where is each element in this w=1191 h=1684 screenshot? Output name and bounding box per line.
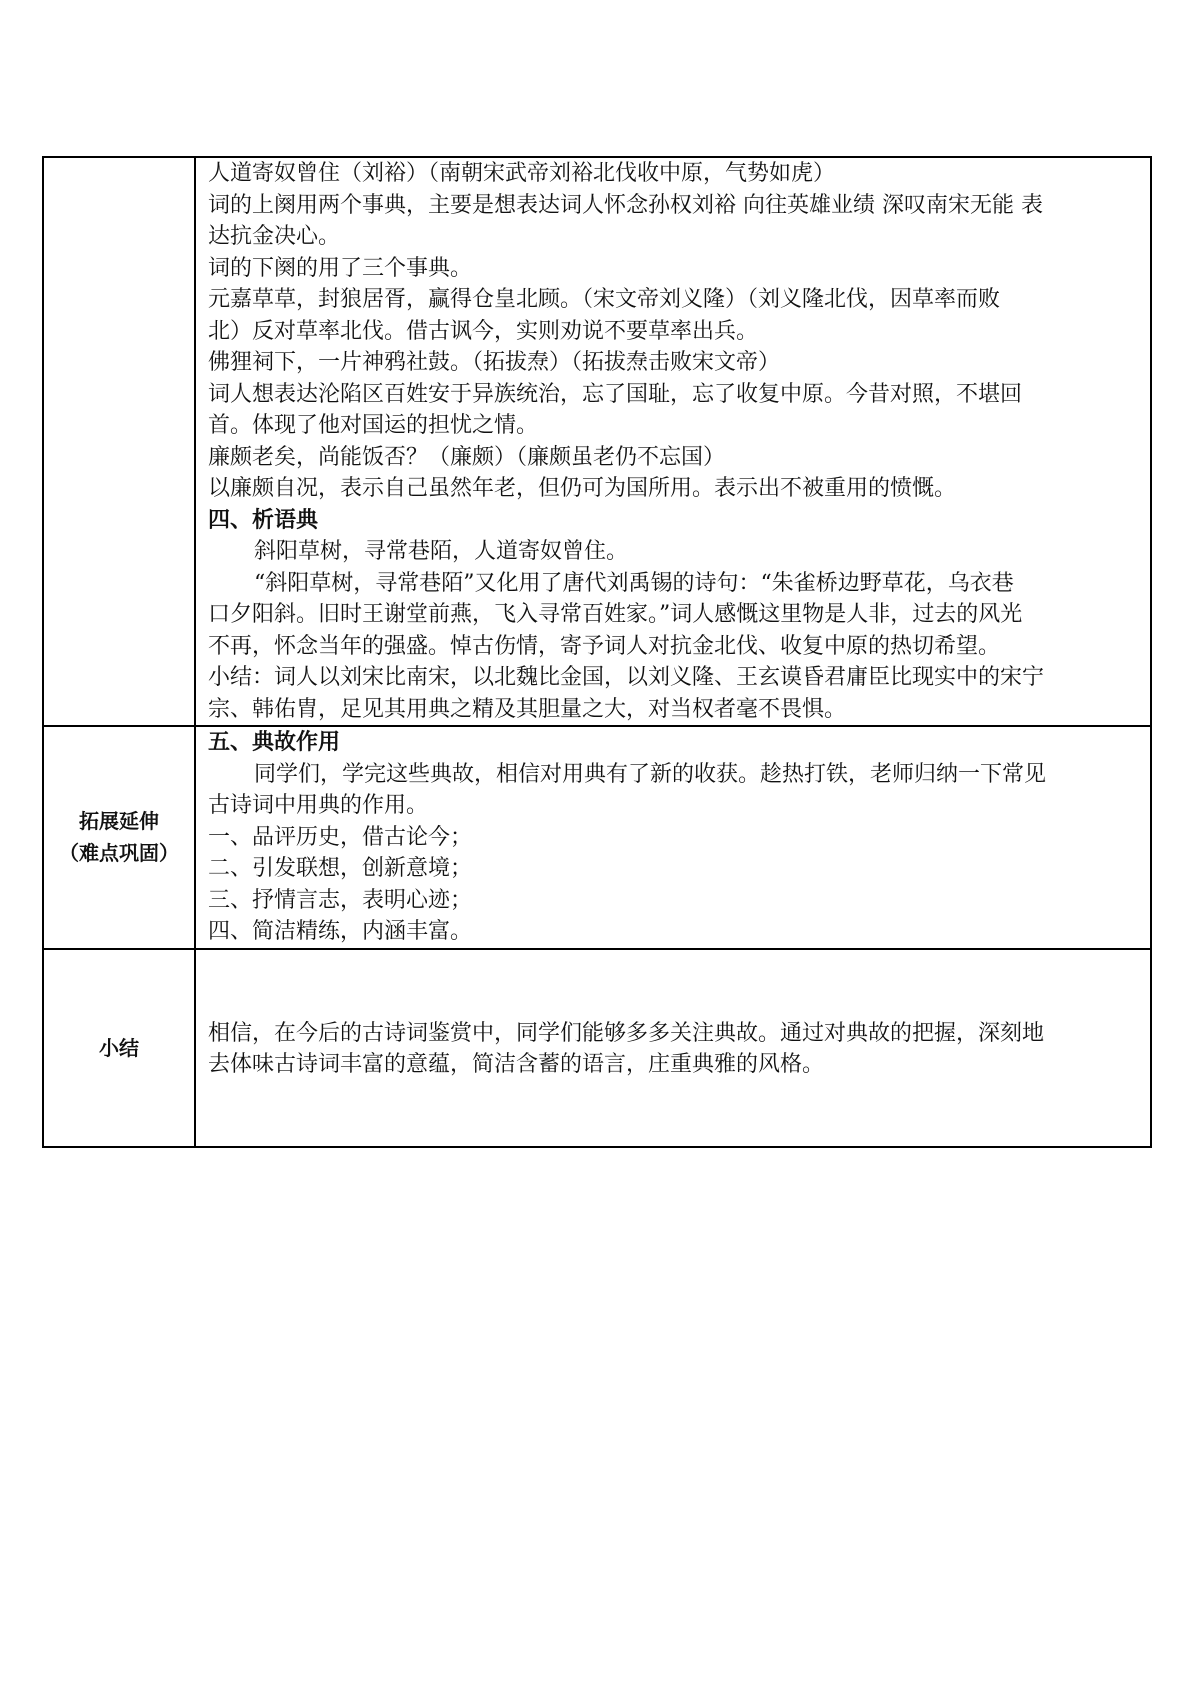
text-line: 四、简洁精练，内涵丰富。 [208,919,473,944]
text-line: 廉颇老矣，尚能饭否？（廉颇）（廉颇虽老仍不忘国） [208,444,726,470]
text-line: 佛狸祠下，一片神鸦社鼓。（拓拔焘）（拓拔焘击败宋文帝） [208,350,781,375]
text-line: 斜阳草树，寻常巷陌，人道寄奴曾住。 [254,539,629,564]
text-line: 相信，在今后的古诗词鉴赏中，同学们能够多多关注典故。通过对典故的把握，深刻地 [208,1020,1045,1046]
text-line: 三、抒情言志，表明心迹； [208,887,473,913]
row-content-summary [195,949,1151,1147]
text-line: 去体味古诗词丰富的意蕴，简洁含蓄的语言，庄重典雅的风格。 [208,1052,825,1077]
row-content-extension [195,726,1151,949]
text-line: 宗、韩佑胄，足见其用典之精及其胆量之大，对当权者毫不畏惧。 [208,696,847,722]
text-line: 词的上阕用两个事典，主要是想表达词人怀念孙权刘裕 向往英雄业绩 深叹南宋无能 表 [208,192,1043,218]
section-heading: 五、典故作用 [208,730,341,755]
text-line: “斜阳草树，寻常巷陌”又化用了唐代刘禹锡的诗句：“朱雀桥边野草花，乌衣巷 [254,570,1014,596]
table-row-summary [43,949,1151,1147]
content-lines [208,727,1142,948]
row-label-summary [43,949,195,1147]
text-line: 同学们，学完这些典故，相信对用典有了新的收获。趁热打铁，老师归纳一下常见 [254,761,1047,787]
row-label-empty [43,157,195,726]
row-label-extension [43,726,195,949]
text-line: 二、引发联想，创新意境； [208,856,473,881]
text-line: 以廉颇自况，表示自己虽然年老，但仍可为国所用。表示出不被重用的愤慨。 [208,476,957,501]
text-line: 首。体现了他对国运的担忧之情。 [208,413,539,438]
text-line: 古诗词中用典的作用。 [208,793,429,818]
lesson-plan-table [42,156,1152,1148]
text-line: 口夕阳斜。旧时王谢堂前燕，飞入寻常百姓家。”词人感慨这里物是人非，过去的风光 [208,602,1023,627]
text-line: 人道寄奴曾住（刘裕）（南朝宋武帝刘裕北伐收中原，气势如虎） [208,161,836,186]
row-label-line: 小结 [99,1035,139,1060]
row-label-line: （难点巩固） [59,841,179,866]
row-label-line: 拓展延伸 [79,809,159,834]
row-content-analysis [195,157,1151,726]
text-line: 不再，怀念当年的强盛。悼古伤情，寄予词人对抗金北伐、收复中原的热切希望。 [208,633,1001,659]
text-line: 元嘉草草，封狼居胥，赢得仓皇北顾。（宋文帝刘义隆）（刘义隆北伐，因草率而败 [208,287,1001,312]
content-lines [208,950,1142,1081]
text-line: 达抗金决心。 [208,224,341,249]
text-line: 词的下阕的用了三个事典。 [208,255,473,281]
text-line: 小结：词人以刘宋比南宋，以北魏比金国，以刘义隆、王玄谟昏君庸臣比现实中的宋宁 [208,665,1045,690]
text-line: 北）反对草率北伐。借古讽今，实则劝说不要草率出兵。 [208,318,759,344]
table-row-analysis [43,157,1151,726]
text-line: 一、品评历史，借古论今； [208,824,473,850]
section-heading: 四、析语典 [208,507,319,533]
table-row-extension [43,726,1151,949]
text-line: 词人想表达沦陷区百姓安于异族统治，忘了国耻，忘了收复中原。今昔对照，不堪回 [208,381,1023,407]
content-lines [208,158,1142,725]
